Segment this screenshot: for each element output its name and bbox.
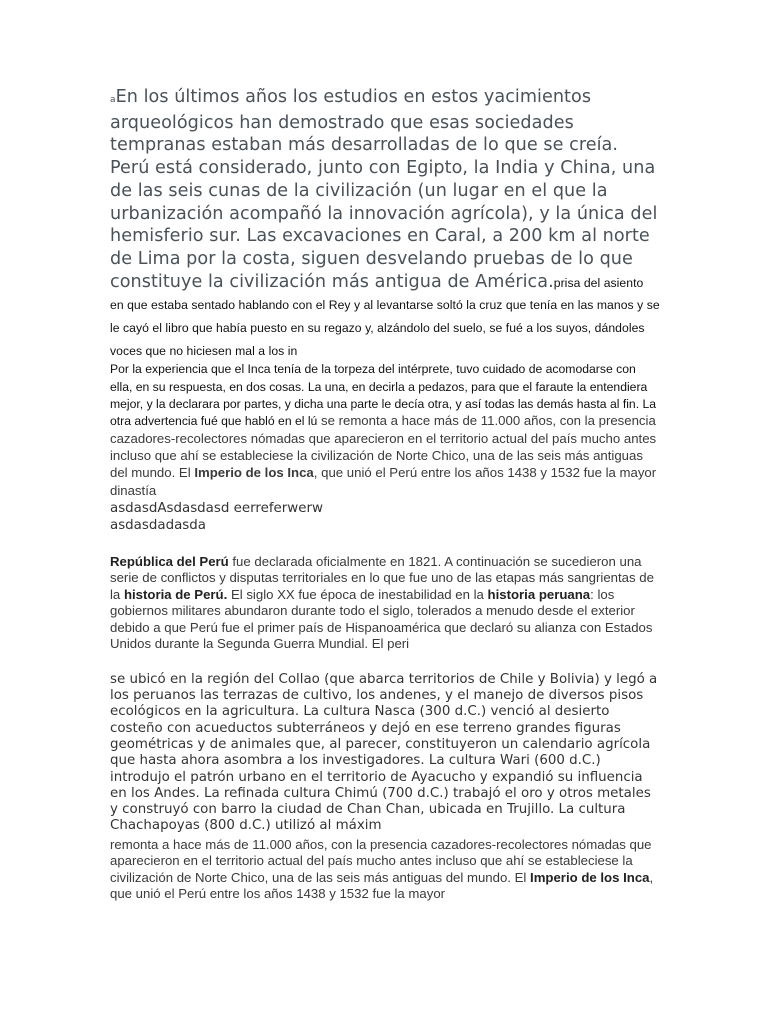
paragraph-inca-response [110,361,660,499]
intro-text: En los últimos años los estudios en estos yacimientos arqueológicos han demostrado que esas sociedades tempranas estaban más desarrolladas de lo que se creía. Perú está considerado, junto con Egipto, la India y China, una de las seis cunas de la civilización (un lugar en el que la urbanización acompañó la innovación agrícola), y la única del hemisferio sur. Las excavaciones en Caral, a 200 km al norte de Lima por la costa, siguen desvelando pruebas de lo que constituye la civilización más antigua de América. [110,87,658,292]
inca-response-text: Por la experiencia que el Inca tenía de la torpeza del intérprete, tuvo cuidado de acomodarse con ella, en su respuesta, en dos cosas. La una, en decirla a pedazos, para que el faraute la entendiera mejor, y la declarara por partes, y dicha una parte le decía otra, y así todas las demás hasta al fin. La otra advertencia fué que habló en el lú [110,362,657,429]
history-bold-inca: Imperio de los Inca [194,465,314,481]
republic-bold-peruvian-history: historia peruana [487,586,591,602]
remonta-text-1: remonta a hace más de 11.000 años, con la presencia cazadores-recolectores nómadas que aparecieron en el territorio actual del país mucho antes incluso que ahí se estableciese la civilización de Norte Chico, una de las seis más antiguas del mundo. El [110,836,652,885]
remonta-text-2: , que unió el Perú entre los años 1438 y 1532 fue la mayor [110,869,654,902]
filler-line-2: asdasdadasda [110,517,206,533]
republic-bold-history: historia de Perú. [123,586,228,602]
document-body [110,86,660,903]
paragraph-republic [110,554,660,653]
paragraph-cultures: se ubicó en la región del Collao (que abarca territorios de Chile y Bolivia) y legó a los peruanos las terrazas de cultivo, los andenes, y el manejo de diversos pisos ecológicos en la agricultura. La cultura Nasca (300 d.C.) venció al desierto costeño con acueductos subterráneos y dejó en ese terreno grandes figuras geométricas y de animales que, al parecer, constituyeron un calendario agrícola que hasta ahora asombra a los investigadores. La cultura Wari (600 d.C.) introdujo el patrón urbano en el territorio de Ayacucho y expandió su influencia en los Andes. La refinada cultura Chimú (700 d.C.) trabajó el oro y otros metales y construyó con barro la ciudad de Chan Chan, ubicada en Trujillo. La cultura Chachapoyas (800 d.C.) utilizó al máxim [110,671,658,834]
history-text-a: se remonta a hace más de 11.000 años, con la presencia cazadores-recolectores nómadas que aparecieron en el territorio actual del país mucho antes incluso que ahí se estableciese la civilización de Norte Chico, una de las seis más antiguas del mundo. El [110,413,657,481]
republic-bold-title: República del Perú [110,553,229,569]
footnote-mark: a [110,95,116,105]
paragraph-remonta [110,837,660,903]
intro-tail-text: prisa del asiento en que estaba sentado hablando con el Rey y al levantarse soltó la cruz que tenía en las manos y se le cayó el libro que había puesto en su regazo y, alzándolo del suelo, se fué a los suyos, dándoles voces que no hiciesen mal a los in [110,275,660,358]
republic-text-2: El siglo XX fue época de inestabilidad en la [227,586,488,602]
filler-line-1: asdasdAsdasdasd eerreferwerw [110,500,323,516]
republic-text-3: : los gobiernos militares abundaron durante todo el siglo, tolerados a menudo desde el exterior debido a que Perú fue el primer país de Hispanoamérica que declaró su alianza con Estados Unidos durante la Segunda Guerra Mundial. El peri [110,586,653,652]
remonta-bold-inca: Imperio de los Inca [530,869,650,885]
republic-text-1: fue declarada oficialmente en 1821. A continuación se sucedieron una serie de conflictos y disputas territoriales en lo que fue uno de las etapas más sangrientas de la [110,553,654,602]
history-text-b: , que unió el Perú entre los años 1438 y 1532 fue la mayor dinastía [110,465,657,498]
paragraph-intro [110,86,660,361]
